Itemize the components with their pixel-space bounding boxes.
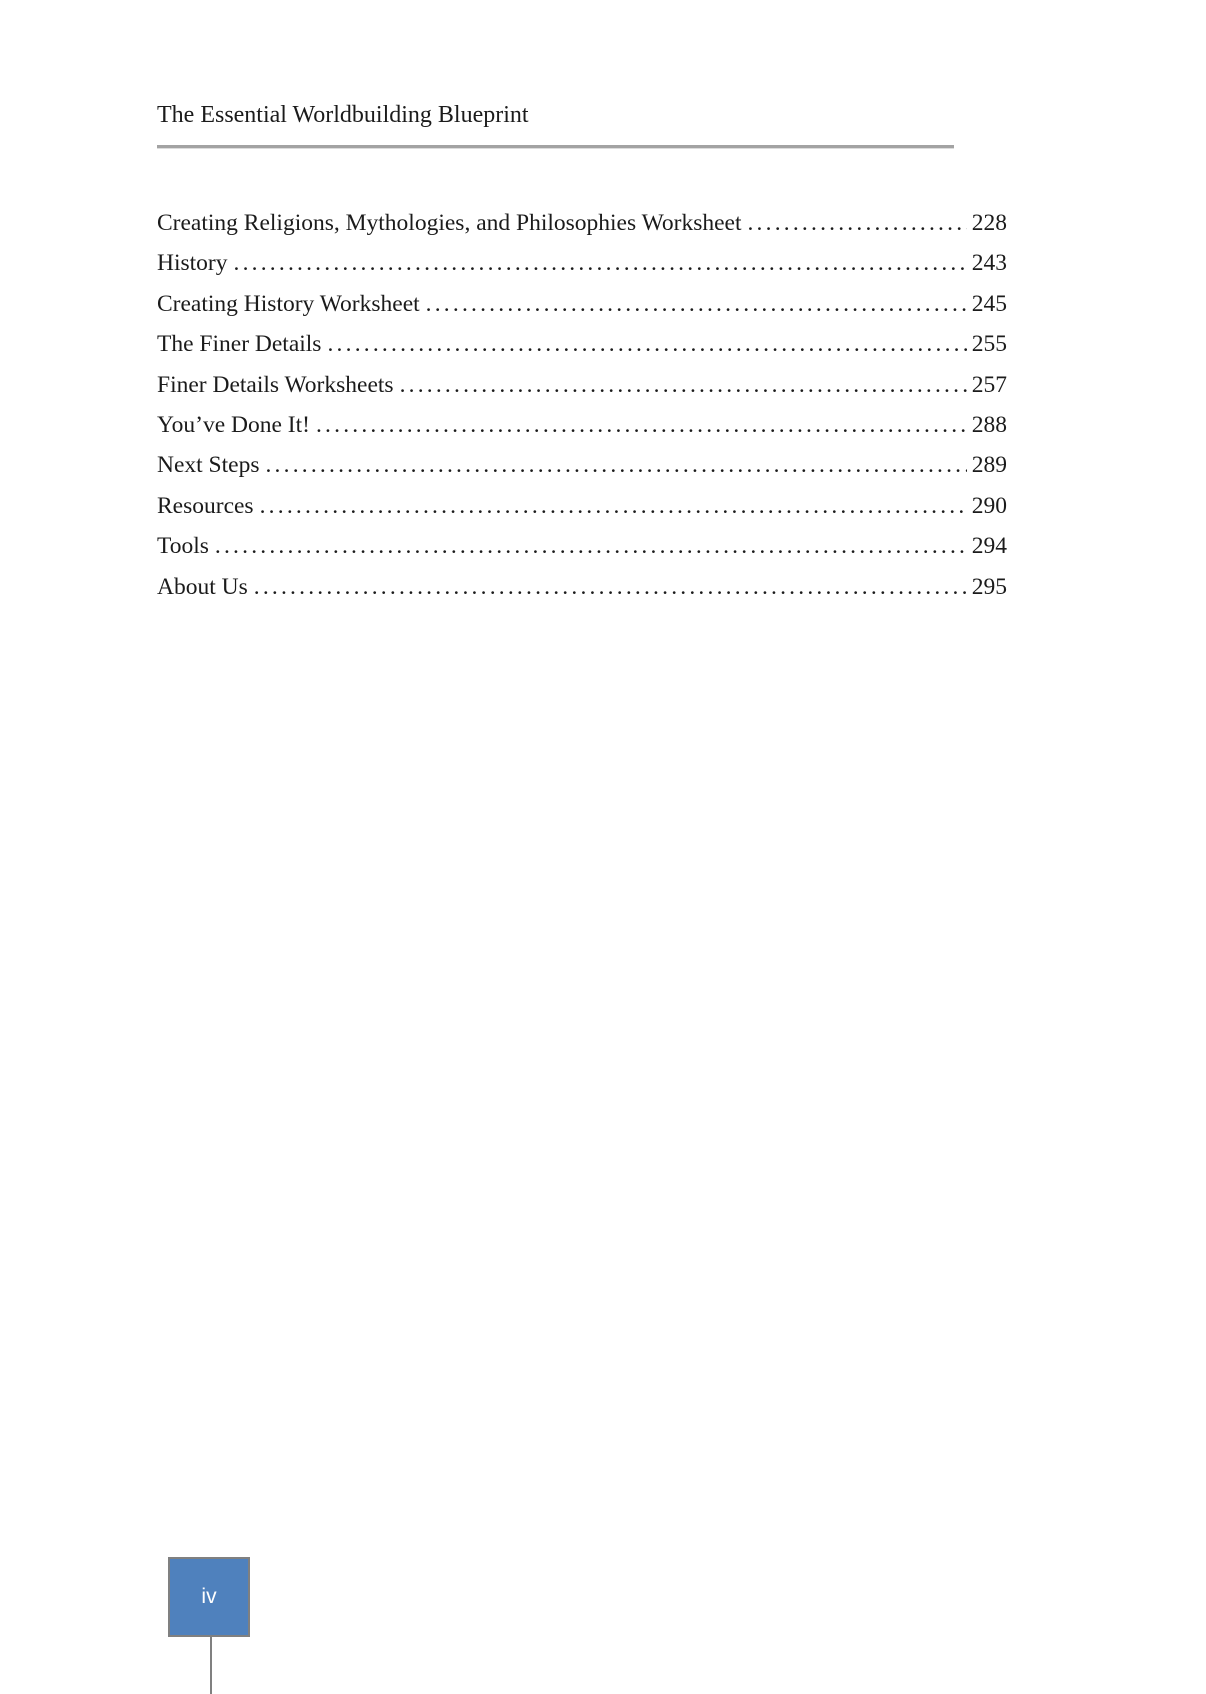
toc-dot-leader (426, 284, 967, 324)
toc-entry-page: 257 (971, 371, 1007, 398)
toc-entry[interactable] (157, 486, 1007, 526)
toc-entry-label: You’ve Done It! (157, 411, 310, 438)
toc-entry-label: Creating History Worksheet (157, 290, 420, 317)
toc-entry[interactable] (157, 526, 1007, 566)
toc-dot-leader (316, 405, 967, 445)
toc-entry-label: The Finer Details (157, 331, 322, 358)
toc-dot-leader (265, 445, 966, 485)
toc-entry-page: 290 (971, 492, 1007, 519)
toc-entry[interactable] (157, 284, 1007, 324)
toc-entry[interactable] (157, 405, 1007, 445)
toc-entry[interactable] (157, 243, 1007, 283)
toc-entry-label: Next Steps (157, 452, 260, 479)
toc-entry-page: 288 (971, 411, 1007, 438)
toc-entry-page: 295 (971, 573, 1007, 600)
toc-dot-leader (400, 365, 967, 405)
toc-dot-leader (327, 324, 966, 364)
toc-dot-leader (747, 203, 966, 243)
toc-entry-page: 243 (971, 250, 1007, 277)
toc-entry-page: 289 (971, 452, 1007, 479)
toc-entry-label: Creating Religions, Mythologies, and Philosophies Worksheet (157, 210, 742, 236)
toc-entry[interactable] (157, 365, 1007, 405)
toc-entry-page: 228 (971, 210, 1007, 236)
toc-entry[interactable] (157, 324, 1007, 364)
toc-entry-page: 255 (971, 331, 1007, 358)
running-header-title: The Essential Worldbuilding Blueprint (157, 102, 529, 128)
footer-line-decoration (210, 1637, 212, 1694)
toc-entry-label: About Us (157, 573, 248, 600)
toc-entry-page: 294 (971, 533, 1007, 560)
toc-dot-leader (234, 243, 967, 283)
toc-entry[interactable] (157, 567, 1007, 607)
toc-entry-label: History (157, 250, 228, 277)
page-number-label: iv (201, 1585, 217, 1608)
header-rule (157, 145, 954, 149)
toc-entry-label: Finer Details Worksheets (157, 371, 394, 398)
toc-entry-page: 245 (971, 290, 1007, 317)
toc-dot-leader (260, 486, 967, 526)
toc-dot-leader (254, 567, 967, 607)
toc-entry-label: Resources (157, 492, 254, 519)
toc-dot-leader (215, 526, 967, 566)
table-of-contents (157, 203, 1007, 607)
toc-entry[interactable] (157, 203, 1007, 243)
toc-entry-label: Tools (157, 533, 209, 560)
toc-entry[interactable] (157, 445, 1007, 485)
page-number-box (168, 1557, 250, 1637)
